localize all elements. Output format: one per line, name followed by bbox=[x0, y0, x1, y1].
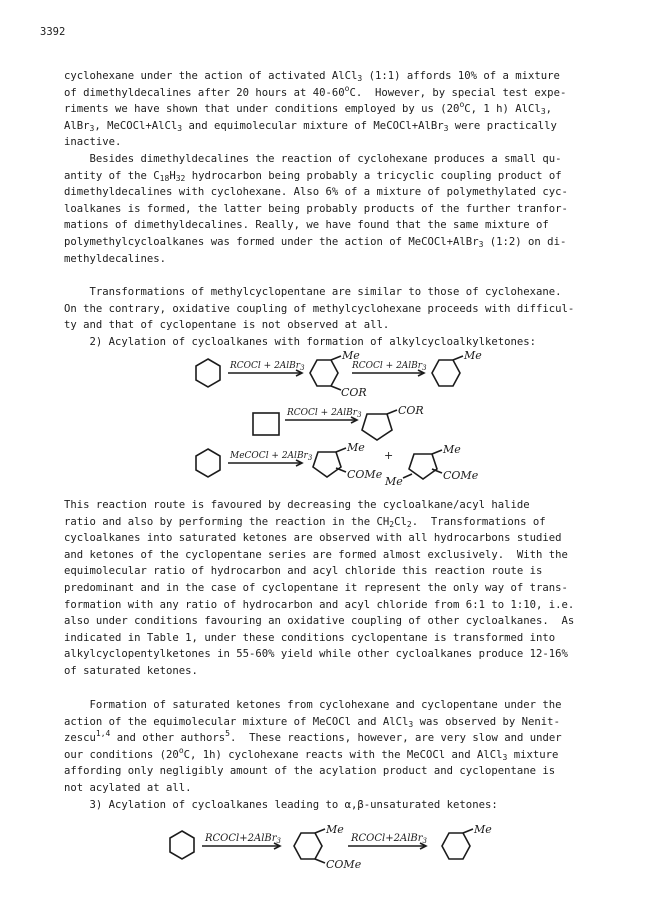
cyclohexane-ring bbox=[294, 833, 322, 859]
cyclohexane-ring bbox=[196, 449, 220, 477]
methyl-label: Me bbox=[385, 475, 403, 488]
cyclopentane-ring bbox=[409, 454, 437, 479]
acylation-scheme bbox=[0, 346, 672, 496]
paragraph-2: Besides dimethyldecalines the reaction of cyclohexane produces a small qu- antity of the $C_{18}H_{32}$ hydrocarbon being probably a tricyclic coupling product of dimethyldecalines with cyclohexane. Also 6% of a mixture of polymethylated cyc- loalkanes is formed, the latter being probably products of the further tranfor- mations of dimethyldecalines. Really, we have found that the same mixture of polymethylcycloalkanes was formed under the action of MeCOCl+AlBr$_3$ (1:2) on di- methyldecalines. bbox=[64, 153, 568, 265]
cyclohexane-ring bbox=[442, 833, 470, 859]
paragraph-5: Formation of saturated ketones from cyclohexane and cyclopentane under the action of the equimolecular mixture of MeCOCl and AlCl$_3$ was observed by Nenit- zescu$^{1,4}$ and other authors$^5$. These reactions, however, are very slow and under our conditions (20$^o$C, 1h) cyclohexane reacts with the MeCOCl and AlCl$_3$ mixture affording only negligibly amount of the acylation product and cyclopentane is not acylated at all. 3) Acylation of cycloalkanes leading to α,β-unsaturated ketones: bbox=[64, 699, 562, 811]
reagent-label: RCOCl + 2AlBr$_3$ bbox=[352, 361, 427, 372]
cyclopentane-ring bbox=[313, 452, 341, 477]
reagent-label: RCOCl+2AlBr$_3$ bbox=[205, 833, 281, 845]
cyclopentane-ring bbox=[362, 414, 392, 440]
acyl-label: COR bbox=[398, 404, 424, 417]
plus-sign: + bbox=[384, 449, 394, 462]
cyclohexane-ring bbox=[170, 831, 194, 859]
acyl-label: COR bbox=[341, 386, 367, 399]
methyl-label: Me bbox=[464, 349, 482, 362]
cyclopentane-ring bbox=[253, 413, 279, 435]
paragraph-1: cyclohexane under the action of activated AlCl$_3$ (1:1) affords 10% of a mixture of dimethyldecalines after 20 hours at 40-60$^o$C. However, by special test expe- riments we have shown that under conditions employed by us (20$^o$C, 1 h) AlCl$_3$, AlBr$_3$, MeCOCl+AlCl$_3$ and equimolecular mixture of MeCOCl+AlBr$_3$ were practically inactive. bbox=[64, 70, 567, 149]
paragraph-4: This reaction route is favoured by decreasing the cycloalkane/acyl halide ratio and also by performing the reaction in the $CH_2Cl_2$. Transformations of cycloalkanes into saturated ketones are observed with all hydrocarbons studied and ketones of the cyclopentane series are formed almost exclusively. With the equimolecular ratio of hydrocarbon and acyl chloride this reaction route is predominant and in the case of cyclopentane it represent the only way of trans- formation with any ratio of hydrocarbon and acyl chloride from 6:1 to 1:10, i.e. also under conditions favouring an oxidative coupling of other cycloalkanes. As indicated in Table 1, under these conditions cyclopentane is transformed into alkylcyclopentylketones in 55-60% yield while other cycloalkanes produce 12-16% of saturated ketones. bbox=[64, 499, 575, 677]
reagent-label: MeCOCl + 2AlBr$_3$ bbox=[230, 451, 313, 462]
methyl-label: Me bbox=[326, 823, 344, 836]
cyclohexane-ring bbox=[310, 360, 338, 386]
reagent-label: RCOCl + 2AlBr$_3$ bbox=[230, 361, 305, 372]
cyclohexane-ring bbox=[432, 360, 460, 386]
methyl-label: Me bbox=[474, 823, 492, 836]
reagent-label: RCOCl + 2AlBr$_3$ bbox=[287, 408, 362, 419]
paragraph-3: Transformations of methylcyclopentane are similar to those of cyclohexane. On the contrary, oxidative coupling of methylcyclohexane proceeds with difficul- ty and that of cyclopentane is not observed at all. 2) Acylation of cycloalkanes with formation of alkylcycloalkylketones: bbox=[64, 286, 575, 348]
methyl-label: Me bbox=[443, 443, 461, 456]
acetyl-label: COMe bbox=[347, 468, 383, 481]
page-number: 3392 bbox=[40, 26, 66, 38]
methyl-label: Me bbox=[347, 441, 365, 454]
cyclohexane-ring bbox=[196, 359, 220, 387]
unsaturated-ketone-scheme bbox=[0, 824, 672, 874]
acetyl-label: COMe bbox=[326, 858, 362, 871]
methyl-label: Me bbox=[342, 349, 360, 362]
reagent-label: RCOCl+2AlBr$_3$ bbox=[351, 833, 427, 845]
acetyl-label: COMe bbox=[443, 469, 479, 482]
